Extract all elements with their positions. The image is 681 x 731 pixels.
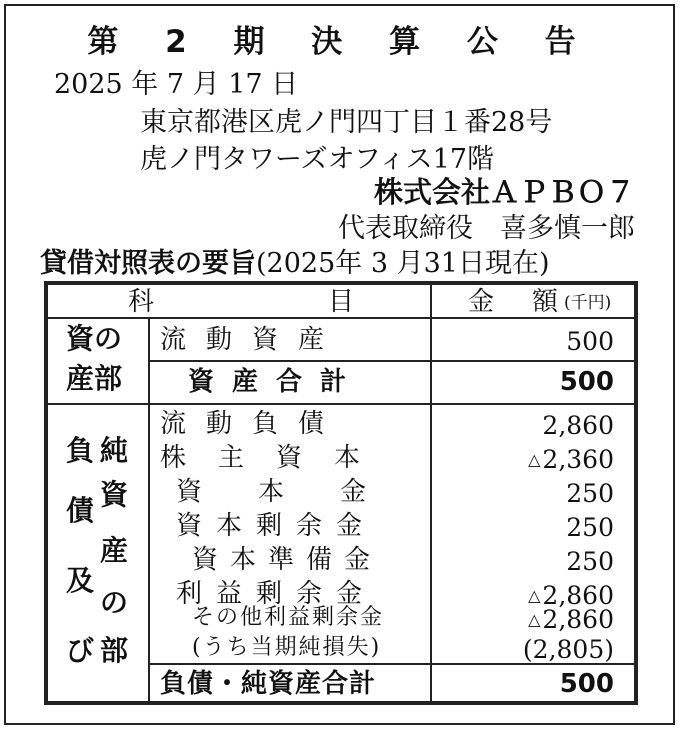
row-capital-reserve-value: 250 (566, 547, 614, 576)
liab-group-char-7: 産 (100, 534, 129, 567)
row-total-assets-label: 資産合計 (188, 367, 365, 397)
representative: 代表取締役 喜多慎一郎 (338, 213, 635, 244)
row-shareholders-equity-value: △2,360 (528, 445, 614, 474)
group-column-divider (148, 317, 150, 701)
liab-group-char-1: 負 (66, 434, 95, 467)
header-subject-1: 科 (128, 287, 155, 317)
row-current-liabilities-value: 2,860 (542, 411, 614, 440)
assets-total-divider (148, 360, 634, 362)
balance-sheet-heading-main: 貸借対照表の要旨 (40, 248, 256, 279)
row-net-loss-label: (うち当期純損失) (192, 635, 382, 660)
liab-group-char-5: 純 (100, 434, 129, 467)
company-name: 株式会社ＡＰＢＯ７ (373, 175, 635, 209)
liab-group-char-9: 部 (100, 634, 129, 667)
row-capital-value: 250 (566, 479, 614, 508)
company-address-line2: 虎ノ門タワーズオフィス17階 (140, 144, 495, 175)
row-current-assets-value: 500 (566, 327, 614, 356)
assets-group-label-2: 産部 (66, 362, 123, 395)
row-current-assets-label: 流動資産 (160, 325, 345, 355)
header-divider (48, 317, 634, 319)
liab-group-char-2: 債 (66, 494, 95, 527)
row-net-loss-value: (2,805) (522, 635, 614, 664)
balance-sheet-date: (2025年 3 月31日現在) (256, 248, 550, 279)
row-current-liabilities-label: 流動負債 (160, 409, 345, 439)
notice-date: 2025 年 7 月 17 日 (54, 69, 299, 100)
row-total-liab-equity-label: 負債・純資産合計 (160, 669, 377, 699)
header-amount: 金 額 (468, 287, 565, 317)
header-subject-2: 目 (328, 287, 355, 317)
notice-title: 第 2 期 決 算 公 告 (87, 24, 594, 60)
assets-group-label-1: 資の (66, 322, 123, 355)
row-capital-reserve-label: 資本準備金 (192, 545, 383, 575)
liab-group-char-4: び (66, 634, 95, 667)
row-other-retained-earnings-value: △2,860 (528, 605, 614, 634)
liab-group-char-6: 資 (100, 478, 129, 511)
row-total-liab-equity-value: 500 (559, 669, 614, 699)
balance-sheet-table (44, 281, 638, 705)
header-unit: (千円) (564, 293, 612, 313)
company-address-line1: 東京都港区虎ノ門四丁目１番28号 (140, 107, 553, 138)
row-shareholders-equity-label: 株主資本 (160, 443, 393, 473)
amount-column-divider (430, 285, 432, 701)
balance-sheet-heading (40, 241, 549, 280)
row-capital-label: 資本金 (176, 477, 423, 507)
row-total-assets-value: 500 (559, 367, 614, 397)
liab-group-char-3: 及 (66, 564, 95, 597)
row-capital-surplus-value: 250 (566, 513, 614, 542)
row-capital-surplus-label: 資本剰余金 (176, 511, 377, 541)
liab-group-char-8: の (100, 586, 129, 619)
row-retained-earnings-label: 利益剰余金 (176, 579, 377, 609)
row-other-retained-earnings-label: その他利益剰余金 (192, 605, 385, 630)
assets-divider (48, 403, 634, 405)
row-retained-earnings-value: △2,860 (528, 581, 614, 610)
